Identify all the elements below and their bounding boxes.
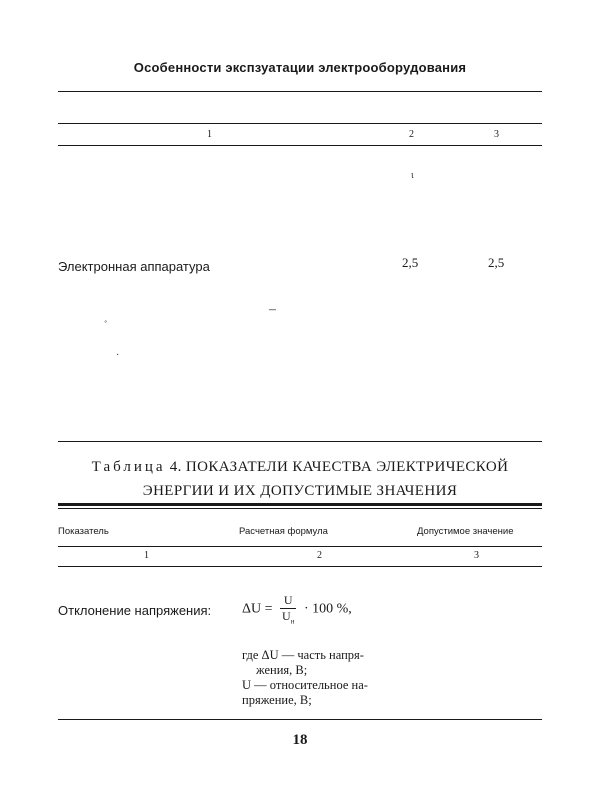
table4-caption-prefix: Таблица (91, 459, 166, 475)
fraction-denominator (280, 609, 296, 625)
formula-notes (242, 648, 412, 708)
running-header: Особенности экспзуатации электрооборудования (133, 60, 467, 75)
formula-lhs: ΔU = (242, 601, 273, 617)
table4-col-number-1: 1 (144, 550, 149, 561)
note-line-1: где ΔU — часть напря- (242, 648, 364, 662)
row-value-col2: 2,5 (402, 255, 419, 270)
top-col-number-3: 3 (494, 129, 499, 140)
row-label-voltage-deviation: Отклонение напряжения: (58, 603, 212, 618)
table4-header-rule (58, 546, 542, 547)
table4-top-rule-thin (58, 508, 542, 509)
dash-mark: – (269, 302, 276, 317)
row-label-electronic-equipment: Электронная аппаратура (58, 259, 210, 274)
row-value-col3: 2,5 (488, 255, 505, 270)
table4-caption-title: 4. ПОКАЗАТЕЛИ КАЧЕСТВА ЭЛЕКТРИЧЕСКОЙ (169, 459, 509, 475)
top-col-number-1: 1 (207, 129, 212, 140)
table4-header-formula: Расчетная формула (239, 526, 328, 537)
top-col-number-2: 2 (409, 129, 414, 140)
page-number: 18 (292, 732, 308, 748)
table4-numbers-rule (58, 566, 542, 567)
note-line-2: жения, В; (256, 663, 308, 677)
table4-col-number-3: 3 (474, 550, 479, 561)
table4-caption-line1 (0, 459, 600, 476)
denominator-subscript: н (290, 617, 295, 626)
formula-rhs: · 100 %, (303, 601, 352, 617)
formula-fraction (280, 593, 296, 625)
top-table-bottom-rule (58, 441, 542, 442)
table4-bottom-rule (58, 719, 542, 720)
stray-mark: ɩ (411, 170, 414, 181)
table4-col-number-2: 2 (317, 550, 322, 561)
voltage-deviation-formula (242, 593, 352, 625)
dot-mark-2: · (116, 350, 120, 361)
note-line-3: U — относительное на- (242, 678, 368, 692)
table4-top-rule-thick (58, 503, 542, 506)
table4-header-allowed-value: Допустимое значение (417, 526, 514, 537)
table4-caption-line2: ЭНЕРГИИ И ИХ ДОПУСТИМЫЕ ЗНАЧЕНИЯ (142, 483, 458, 499)
dot-mark-1: ˳ (104, 312, 108, 323)
top-table-rule-3 (58, 145, 542, 146)
top-table-rule-1 (58, 91, 542, 92)
table4-header-indicator: Показатель (58, 526, 109, 537)
top-table-rule-2 (58, 123, 542, 124)
fraction-numerator: U (280, 593, 296, 609)
denominator-symbol: U (282, 609, 291, 623)
note-line-4: пряжение, В; (242, 693, 312, 707)
